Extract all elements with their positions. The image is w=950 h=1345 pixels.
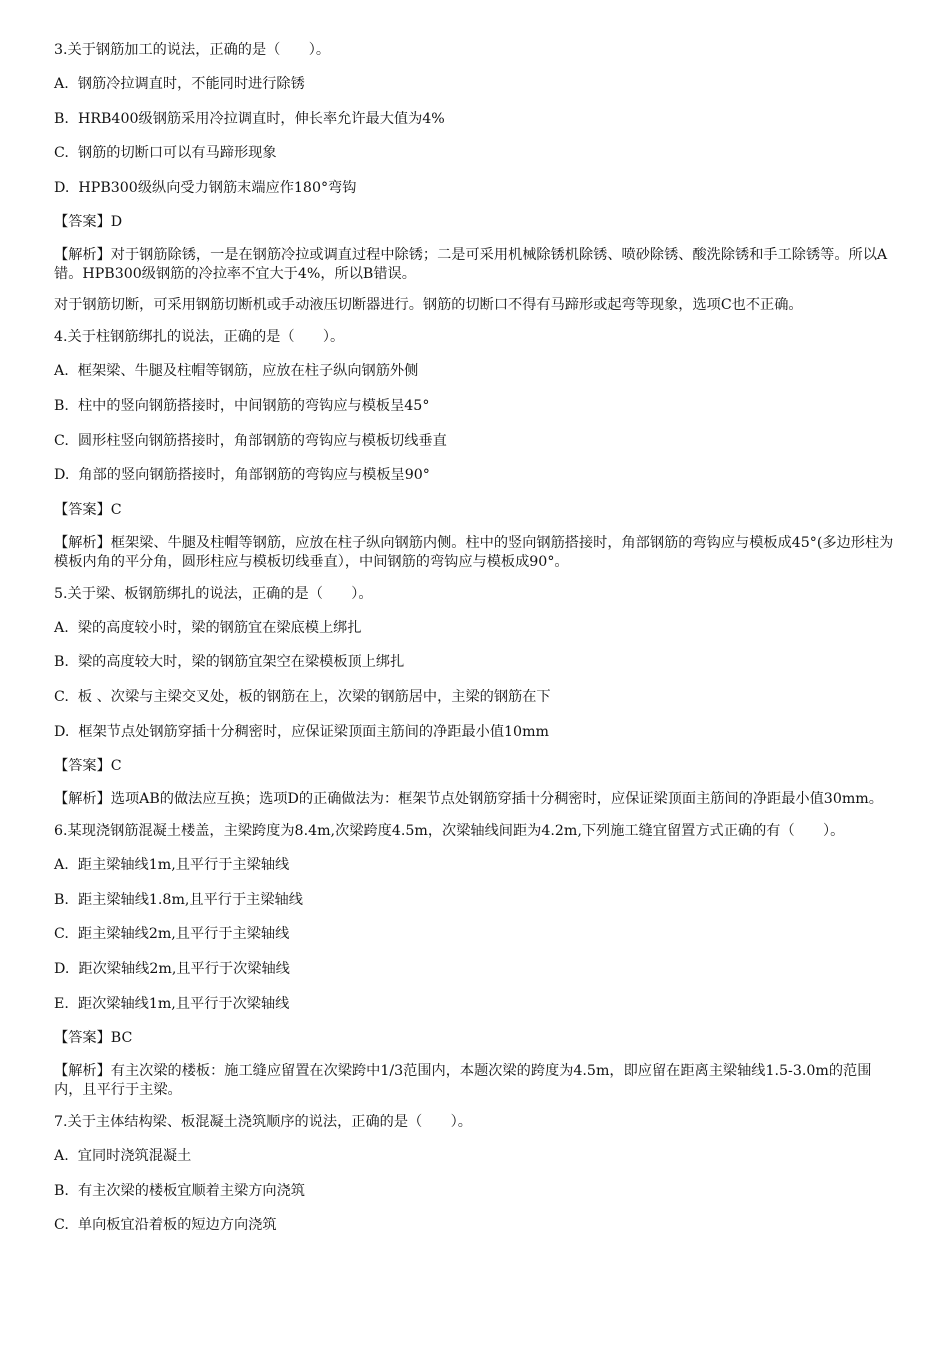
analysis-paragraph: 对于钢筋切断，可采用钢筋切断机或手动液压切断器进行。钢筋的切断口不得有马蹄形或起弯等现象，选项C也不正确。 bbox=[54, 297, 803, 314]
option-b: B. HRB400级钢筋采用冷拉调直时，伸长率允许最大值为4% bbox=[54, 110, 445, 127]
option-b: B. 距主梁轴线1.8m,且平行于主梁轴线 bbox=[54, 891, 303, 908]
option-b: B. 柱中的竖向钢筋搭接时，中间钢筋的弯钩应与模板呈45° bbox=[54, 397, 430, 414]
option-b: B. 有主次梁的楼板宜顺着主梁方向浇筑 bbox=[54, 1182, 305, 1199]
analysis-paragraph: 【解析】框架梁、牛腿及柱帽等钢筋，应放在柱子纵向钢筋内侧。柱中的竖向钢筋搭接时，角部钢筋的弯钩应与模板成45°(多边形柱为模板内角的平分角，圆形柱应与模板切线垂直），中间钢筋的弯钩应与模板成90°。 bbox=[54, 534, 894, 570]
option-c: C. 单向板宜沿着板的短边方向浇筑 bbox=[54, 1217, 277, 1234]
analysis-paragraph: 【解析】有主次梁的楼板：施工缝应留置在次梁跨中1/3范围内，本题次梁的跨度为4.5m，即应留在距离主梁轴线1.5-3.0m的范围内，且平行于主梁。 bbox=[54, 1063, 872, 1099]
question-block bbox=[54, 327, 896, 571]
option-d: D. HPB300级纵向受力钢筋末端应作180°弯钩 bbox=[54, 179, 357, 196]
question-stem: 5.关于梁、板钢筋绑扎的说法，正确的是（ ）。 bbox=[54, 585, 373, 602]
analysis-paragraph: 【解析】对于钢筋除锈，一是在钢筋冷拉或调直过程中除锈；二是可采用机械除锈机除锈、喷砂除锈、酸洗除锈和手工除锈等。所以A错。HPB300级钢筋的冷拉率不宜大于4%，所以B错误。 bbox=[54, 247, 888, 283]
option-a: A. 宜同时浇筑混凝土 bbox=[54, 1148, 192, 1165]
option-a: A. 梁的高度较小时，梁的钢筋宜在梁底模上绑扎 bbox=[54, 619, 362, 636]
answer-line: 【答案】C bbox=[54, 758, 122, 775]
option-c: C. 距主梁轴线2m,且平行于主梁轴线 bbox=[54, 926, 290, 943]
question-stem: 6.某现浇钢筋混凝土楼盖，主梁跨度为8.4m,次梁跨度4.5m，次梁轴线间距为4.2m,下列施工缝宜留置方式正确的有（ ）。 bbox=[54, 823, 845, 840]
option-d: D. 距次梁轴线2m,且平行于次梁轴线 bbox=[54, 960, 290, 977]
answer-line: 【答案】C bbox=[54, 501, 122, 518]
option-c: C. 钢筋的切断口可以有马蹄形现象 bbox=[54, 145, 277, 162]
question-block bbox=[54, 1112, 896, 1236]
option-e: E. 距次梁轴线1m,且平行于次梁轴线 bbox=[54, 995, 290, 1012]
answer-line: 【答案】D bbox=[54, 214, 123, 231]
question-block bbox=[54, 584, 896, 809]
option-c: C. 圆形柱竖向钢筋搭接时，角部钢筋的弯钩应与模板切线垂直 bbox=[54, 432, 447, 449]
option-c: C. 板 、次梁与主梁交叉处，板的钢筋在上，次梁的钢筋居中，主梁的钢筋在下 bbox=[54, 688, 551, 705]
question-block bbox=[54, 821, 896, 1100]
option-d: D. 框架节点处钢筋穿插十分稠密时，应保证梁顶面主筋间的净距最小值10mm bbox=[54, 723, 549, 740]
option-a: A. 框架梁、牛腿及柱帽等钢筋，应放在柱子纵向钢筋外侧 bbox=[54, 363, 419, 380]
option-d: D. 角部的竖向钢筋搭接时，角部钢筋的弯钩应与模板呈90° bbox=[54, 467, 430, 484]
answer-line: 【答案】BC bbox=[54, 1030, 133, 1047]
analysis-paragraph: 【解析】选项AB的做法应互换；选项D的正确做法为：框架节点处钢筋穿插十分稠密时，应保证梁顶面主筋间的净距最小值30mm。 bbox=[54, 791, 883, 808]
option-a: A. 距主梁轴线1m,且平行于主梁轴线 bbox=[54, 857, 290, 874]
option-a: A. 钢筋冷拉调直时，不能同时进行除锈 bbox=[54, 76, 305, 92]
question-stem: 7.关于主体结构梁、板混凝土浇筑顺序的说法，正确的是（ ）。 bbox=[54, 1114, 472, 1131]
question-block bbox=[54, 40, 896, 315]
question-stem: 4.关于柱钢筋绑扎的说法，正确的是（ ）。 bbox=[54, 329, 345, 346]
option-b: B. 梁的高度较大时，梁的钢筋宜架空在梁模板顶上绑扎 bbox=[54, 654, 405, 671]
document-page bbox=[54, 40, 896, 1250]
question-stem: 3.关于钢筋加工的说法，正确的是（ ）。 bbox=[54, 42, 331, 58]
